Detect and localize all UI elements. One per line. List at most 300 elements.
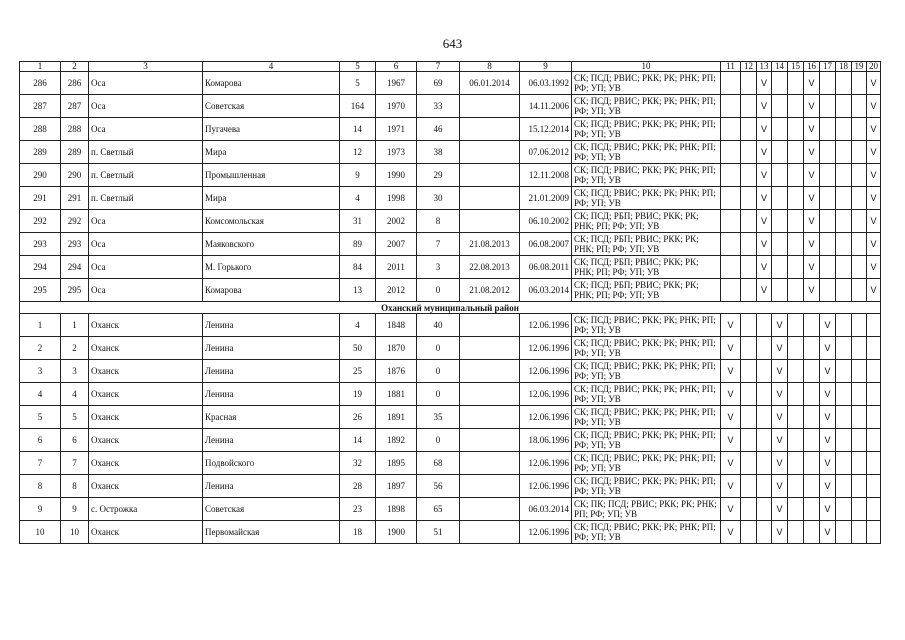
cell-mark-col12 xyxy=(741,475,757,498)
cell-mark-col13 xyxy=(757,360,772,383)
cell-wear: 56 xyxy=(417,475,460,498)
cell-mark-col18 xyxy=(836,498,852,521)
cell-mark-col20: V xyxy=(867,210,881,233)
cell-date8 xyxy=(460,383,520,406)
cell-mark-col12 xyxy=(741,118,757,141)
column-header: 4 xyxy=(203,62,340,72)
cell-mark-col12 xyxy=(741,452,757,475)
cell-mark-col15 xyxy=(788,210,804,233)
cell-date8 xyxy=(460,95,520,118)
cell-mark-col12 xyxy=(741,314,757,337)
cell-settlement: Оханск xyxy=(89,383,203,406)
cell-wear: 0 xyxy=(417,429,460,452)
cell-house: 5 xyxy=(340,72,376,95)
cell-n2: 288 xyxy=(61,118,89,141)
cell-mark-col17 xyxy=(820,210,836,233)
cell-mark-col14: V xyxy=(772,429,788,452)
cell-mark-col14: V xyxy=(772,406,788,429)
cell-mark-col12 xyxy=(741,279,757,302)
cell-mark-col16: V xyxy=(804,233,820,256)
cell-mark-col17 xyxy=(820,233,836,256)
cell-mark-col15 xyxy=(788,498,804,521)
cell-mark-col20 xyxy=(867,406,881,429)
cell-mark-col20 xyxy=(867,475,881,498)
cell-n2: 1 xyxy=(61,314,89,337)
cell-wear: 40 xyxy=(417,314,460,337)
cell-works: СК; ПСД; РВИС; РКК; РК; РНК; РП; РФ; УП; УВ xyxy=(572,337,721,360)
cell-works: СК; ПСД; РВИС; РКК; РК; РНК; РП; РФ; УП; УВ xyxy=(572,406,721,429)
section-row xyxy=(20,302,881,314)
cell-mark-col15 xyxy=(788,233,804,256)
cell-mark-col15 xyxy=(788,406,804,429)
cell-street: Комарова xyxy=(203,279,340,302)
cell-mark-col20 xyxy=(867,314,881,337)
cell-mark-col15 xyxy=(788,314,804,337)
cell-year: 2011 xyxy=(376,256,417,279)
cell-mark-col13: V xyxy=(757,141,772,164)
cell-house: 50 xyxy=(340,337,376,360)
cell-n2: 9 xyxy=(61,498,89,521)
cell-date9: 06.10.2002 xyxy=(520,210,572,233)
cell-mark-col16 xyxy=(804,429,820,452)
cell-year: 1898 xyxy=(376,498,417,521)
cell-mark-col14 xyxy=(772,164,788,187)
cell-date9: 12.06.1996 xyxy=(520,452,572,475)
table-row xyxy=(20,383,881,406)
cell-date9: 06.03.2014 xyxy=(520,279,572,302)
cell-mark-col19 xyxy=(852,210,867,233)
cell-house: 14 xyxy=(340,429,376,452)
cell-year: 1967 xyxy=(376,72,417,95)
cell-mark-col16 xyxy=(804,360,820,383)
cell-n1: 294 xyxy=(20,256,61,279)
cell-settlement: Оса xyxy=(89,210,203,233)
cell-street: Пугачева xyxy=(203,118,340,141)
cell-mark-col11 xyxy=(721,72,741,95)
cell-mark-col20: V xyxy=(867,233,881,256)
column-header: 14 xyxy=(772,62,788,72)
cell-mark-col12 xyxy=(741,429,757,452)
cell-date9: 06.08.2007 xyxy=(520,233,572,256)
cell-works: СК; ПСД; РВИС; РКК; РК; РНК; РП; РФ; УП; УВ xyxy=(572,72,721,95)
cell-mark-col20 xyxy=(867,498,881,521)
cell-date9: 18.06.1996 xyxy=(520,429,572,452)
cell-year: 1897 xyxy=(376,475,417,498)
cell-mark-col13 xyxy=(757,452,772,475)
cell-mark-col12 xyxy=(741,141,757,164)
cell-mark-col19 xyxy=(852,360,867,383)
cell-mark-col20: V xyxy=(867,118,881,141)
cell-n2: 294 xyxy=(61,256,89,279)
cell-n1: 292 xyxy=(20,210,61,233)
register-table xyxy=(19,61,881,544)
cell-mark-col16: V xyxy=(804,118,820,141)
cell-mark-col17: V xyxy=(820,498,836,521)
cell-street: Комсомольская xyxy=(203,210,340,233)
cell-year: 1971 xyxy=(376,118,417,141)
cell-settlement: Оханск xyxy=(89,452,203,475)
cell-house: 28 xyxy=(340,475,376,498)
cell-mark-col17: V xyxy=(820,406,836,429)
cell-mark-col19 xyxy=(852,314,867,337)
cell-n2: 292 xyxy=(61,210,89,233)
cell-wear: 35 xyxy=(417,406,460,429)
cell-mark-col13: V xyxy=(757,95,772,118)
cell-works: СК; ПСД; РВИС; РКК; РК; РНК; РП; РФ; УП; УВ xyxy=(572,383,721,406)
cell-mark-col19 xyxy=(852,187,867,210)
cell-date8 xyxy=(460,521,520,544)
cell-mark-col20: V xyxy=(867,72,881,95)
cell-mark-col11 xyxy=(721,279,741,302)
cell-date9: 12.06.1996 xyxy=(520,314,572,337)
cell-works: СК; ПСД; РВИС; РКК; РК; РНК; РП; РФ; УП; УВ xyxy=(572,187,721,210)
cell-date8 xyxy=(460,164,520,187)
cell-year: 1973 xyxy=(376,141,417,164)
cell-n1: 287 xyxy=(20,95,61,118)
cell-mark-col17: V xyxy=(820,452,836,475)
cell-mark-col18 xyxy=(836,95,852,118)
cell-mark-col18 xyxy=(836,475,852,498)
cell-date8 xyxy=(460,475,520,498)
table-body xyxy=(20,62,881,544)
cell-mark-col19 xyxy=(852,164,867,187)
cell-works: СК; ПСД; РБП; РВИС; РКК; РК; РНК; РП; РФ; УП; УВ xyxy=(572,210,721,233)
cell-mark-col15 xyxy=(788,164,804,187)
cell-settlement: Оханск xyxy=(89,314,203,337)
cell-n2: 5 xyxy=(61,406,89,429)
cell-date8 xyxy=(460,141,520,164)
cell-mark-col18 xyxy=(836,164,852,187)
cell-mark-col18 xyxy=(836,233,852,256)
cell-date8 xyxy=(460,210,520,233)
cell-year: 1990 xyxy=(376,164,417,187)
cell-mark-col14 xyxy=(772,95,788,118)
cell-date9: 15.12.2014 xyxy=(520,118,572,141)
cell-mark-col12 xyxy=(741,406,757,429)
cell-year: 1970 xyxy=(376,95,417,118)
cell-mark-col18 xyxy=(836,118,852,141)
cell-street: Мира xyxy=(203,187,340,210)
cell-n1: 290 xyxy=(20,164,61,187)
cell-mark-col20 xyxy=(867,452,881,475)
column-header: 19 xyxy=(852,62,867,72)
cell-wear: 8 xyxy=(417,210,460,233)
cell-mark-col19 xyxy=(852,383,867,406)
cell-mark-col12 xyxy=(741,187,757,210)
cell-wear: 38 xyxy=(417,141,460,164)
cell-street: Ленина xyxy=(203,475,340,498)
cell-mark-col11 xyxy=(721,233,741,256)
cell-n2: 7 xyxy=(61,452,89,475)
cell-mark-col18 xyxy=(836,360,852,383)
cell-mark-col11 xyxy=(721,256,741,279)
column-header: 7 xyxy=(417,62,460,72)
cell-mark-col18 xyxy=(836,521,852,544)
cell-year: 2012 xyxy=(376,279,417,302)
cell-mark-col20: V xyxy=(867,279,881,302)
cell-n2: 4 xyxy=(61,383,89,406)
cell-mark-col20: V xyxy=(867,256,881,279)
cell-street: Ленина xyxy=(203,337,340,360)
cell-works: СК; ПСД; РВИС; РКК; РК; РНК; РП; РФ; УП; УВ xyxy=(572,314,721,337)
cell-mark-col13: V xyxy=(757,72,772,95)
table-row xyxy=(20,452,881,475)
cell-n1: 6 xyxy=(20,429,61,452)
cell-mark-col16 xyxy=(804,406,820,429)
table-row xyxy=(20,210,881,233)
cell-mark-col15 xyxy=(788,95,804,118)
cell-n1: 1 xyxy=(20,314,61,337)
cell-mark-col17: V xyxy=(820,383,836,406)
cell-date8 xyxy=(460,337,520,360)
cell-wear: 0 xyxy=(417,383,460,406)
cell-mark-col12 xyxy=(741,233,757,256)
cell-mark-col13: V xyxy=(757,210,772,233)
cell-wear: 29 xyxy=(417,164,460,187)
cell-year: 1876 xyxy=(376,360,417,383)
cell-mark-col11: V xyxy=(721,337,741,360)
cell-mark-col14 xyxy=(772,72,788,95)
cell-mark-col19 xyxy=(852,429,867,452)
cell-mark-col18 xyxy=(836,337,852,360)
cell-n2: 291 xyxy=(61,187,89,210)
cell-n1: 3 xyxy=(20,360,61,383)
table-row xyxy=(20,164,881,187)
cell-works: СК; ПСД; РВИС; РКК; РК; РНК; РП; РФ; УП; УВ xyxy=(572,360,721,383)
cell-house: 32 xyxy=(340,452,376,475)
cell-date8 xyxy=(460,187,520,210)
cell-wear: 0 xyxy=(417,337,460,360)
column-header: 5 xyxy=(340,62,376,72)
cell-house: 18 xyxy=(340,521,376,544)
cell-date8 xyxy=(460,498,520,521)
cell-mark-col18 xyxy=(836,256,852,279)
column-header: 3 xyxy=(89,62,203,72)
cell-mark-col19 xyxy=(852,118,867,141)
cell-wear: 7 xyxy=(417,233,460,256)
cell-mark-col20: V xyxy=(867,95,881,118)
cell-settlement: Оханск xyxy=(89,406,203,429)
cell-mark-col17 xyxy=(820,95,836,118)
cell-mark-col12 xyxy=(741,521,757,544)
cell-mark-col11 xyxy=(721,210,741,233)
column-header: 11 xyxy=(721,62,741,72)
cell-works: СК; ПСД; РВИС; РКК; РК; РНК; РП; РФ; УП; УВ xyxy=(572,429,721,452)
cell-mark-col13: V xyxy=(757,187,772,210)
cell-street: Ленина xyxy=(203,314,340,337)
cell-mark-col20: V xyxy=(867,141,881,164)
cell-mark-col19 xyxy=(852,521,867,544)
cell-mark-col13 xyxy=(757,383,772,406)
cell-date8: 22.08.2013 xyxy=(460,256,520,279)
cell-year: 2002 xyxy=(376,210,417,233)
cell-mark-col19 xyxy=(852,256,867,279)
cell-mark-col16 xyxy=(804,498,820,521)
cell-mark-col19 xyxy=(852,233,867,256)
cell-mark-col11 xyxy=(721,141,741,164)
cell-mark-col11: V xyxy=(721,360,741,383)
cell-mark-col13: V xyxy=(757,256,772,279)
cell-street: Подвойского xyxy=(203,452,340,475)
cell-mark-col16: V xyxy=(804,187,820,210)
cell-mark-col19 xyxy=(852,337,867,360)
cell-mark-col17 xyxy=(820,279,836,302)
cell-mark-col14 xyxy=(772,141,788,164)
cell-mark-col18 xyxy=(836,429,852,452)
column-header: 18 xyxy=(836,62,852,72)
cell-settlement: с. Острожка xyxy=(89,498,203,521)
cell-mark-col12 xyxy=(741,337,757,360)
cell-mark-col15 xyxy=(788,475,804,498)
cell-mark-col11 xyxy=(721,118,741,141)
cell-works: СК; ПСД; РБП; РВИС; РКК; РК; РНК; РП; РФ; УП; УВ xyxy=(572,256,721,279)
cell-mark-col18 xyxy=(836,452,852,475)
table-row xyxy=(20,233,881,256)
cell-date8 xyxy=(460,360,520,383)
cell-mark-col19 xyxy=(852,141,867,164)
cell-mark-col15 xyxy=(788,256,804,279)
cell-mark-col20 xyxy=(867,429,881,452)
cell-date9: 06.03.1992 xyxy=(520,72,572,95)
cell-settlement: п. Светлый xyxy=(89,141,203,164)
column-header: 17 xyxy=(820,62,836,72)
cell-mark-col16 xyxy=(804,452,820,475)
cell-n1: 7 xyxy=(20,452,61,475)
cell-date8 xyxy=(460,314,520,337)
cell-wear: 30 xyxy=(417,187,460,210)
cell-settlement: Оханск xyxy=(89,429,203,452)
cell-mark-col15 xyxy=(788,337,804,360)
cell-mark-col12 xyxy=(741,360,757,383)
cell-settlement: Оса xyxy=(89,256,203,279)
cell-mark-col16: V xyxy=(804,141,820,164)
cell-works: СК; ПСД; РВИС; РКК; РК; РНК; РП; РФ; УП; УВ xyxy=(572,475,721,498)
cell-mark-col11: V xyxy=(721,383,741,406)
cell-mark-col16: V xyxy=(804,279,820,302)
cell-mark-col18 xyxy=(836,72,852,95)
cell-settlement: Оханск xyxy=(89,521,203,544)
cell-mark-col14: V xyxy=(772,475,788,498)
table-row xyxy=(20,337,881,360)
cell-n1: 4 xyxy=(20,383,61,406)
cell-date8 xyxy=(460,118,520,141)
cell-house: 89 xyxy=(340,233,376,256)
cell-works: СК; ПСД; РВИС; РКК; РК; РНК; РП; РФ; УП; УВ xyxy=(572,95,721,118)
cell-house: 26 xyxy=(340,406,376,429)
cell-mark-col17: V xyxy=(820,337,836,360)
cell-mark-col15 xyxy=(788,118,804,141)
table-row xyxy=(20,141,881,164)
cell-mark-col14 xyxy=(772,279,788,302)
table-row xyxy=(20,406,881,429)
cell-year: 1881 xyxy=(376,383,417,406)
cell-works: СК; ПСД; РБП; РВИС; РКК; РК; РНК; РП; РФ; УП; УВ xyxy=(572,233,721,256)
cell-mark-col14: V xyxy=(772,521,788,544)
cell-date9: 07.06.2012 xyxy=(520,141,572,164)
cell-mark-col14 xyxy=(772,118,788,141)
cell-date9: 12.06.1996 xyxy=(520,521,572,544)
cell-house: 13 xyxy=(340,279,376,302)
cell-wear: 69 xyxy=(417,72,460,95)
cell-mark-col16: V xyxy=(804,164,820,187)
cell-n1: 2 xyxy=(20,337,61,360)
cell-mark-col12 xyxy=(741,498,757,521)
cell-wear: 65 xyxy=(417,498,460,521)
cell-mark-col11 xyxy=(721,95,741,118)
cell-n1: 288 xyxy=(20,118,61,141)
cell-house: 12 xyxy=(340,141,376,164)
cell-mark-col12 xyxy=(741,72,757,95)
header-row xyxy=(20,62,881,72)
cell-date8 xyxy=(460,406,520,429)
cell-mark-col15 xyxy=(788,72,804,95)
cell-mark-col20 xyxy=(867,521,881,544)
cell-mark-col14 xyxy=(772,233,788,256)
cell-mark-col14 xyxy=(772,256,788,279)
cell-mark-col15 xyxy=(788,429,804,452)
cell-mark-col14: V xyxy=(772,498,788,521)
cell-date8 xyxy=(460,429,520,452)
cell-house: 164 xyxy=(340,95,376,118)
cell-n2: 10 xyxy=(61,521,89,544)
cell-n2: 286 xyxy=(61,72,89,95)
column-header: 9 xyxy=(520,62,572,72)
cell-mark-col19 xyxy=(852,95,867,118)
cell-street: Советская xyxy=(203,498,340,521)
cell-mark-col15 xyxy=(788,383,804,406)
cell-mark-col15 xyxy=(788,279,804,302)
cell-mark-col17 xyxy=(820,141,836,164)
cell-house: 84 xyxy=(340,256,376,279)
cell-date8 xyxy=(460,452,520,475)
cell-mark-col16 xyxy=(804,314,820,337)
cell-settlement: п. Светлый xyxy=(89,187,203,210)
cell-mark-col13 xyxy=(757,521,772,544)
cell-mark-col20 xyxy=(867,360,881,383)
cell-year: 1891 xyxy=(376,406,417,429)
cell-mark-col14: V xyxy=(772,383,788,406)
cell-street: Красная xyxy=(203,406,340,429)
cell-wear: 0 xyxy=(417,279,460,302)
cell-street: Ленина xyxy=(203,429,340,452)
cell-year: 2007 xyxy=(376,233,417,256)
cell-house: 31 xyxy=(340,210,376,233)
cell-mark-col16 xyxy=(804,475,820,498)
cell-date9: 12.06.1996 xyxy=(520,360,572,383)
cell-settlement: Оса xyxy=(89,72,203,95)
cell-works: СК; ПСД; РВИС; РКК; РК; РНК; РП; РФ; УП; УВ xyxy=(572,521,721,544)
cell-mark-col11: V xyxy=(721,429,741,452)
cell-year: 1892 xyxy=(376,429,417,452)
cell-mark-col17 xyxy=(820,72,836,95)
cell-mark-col14: V xyxy=(772,314,788,337)
cell-settlement: Оханск xyxy=(89,360,203,383)
cell-house: 4 xyxy=(340,314,376,337)
cell-mark-col19 xyxy=(852,498,867,521)
cell-wear: 0 xyxy=(417,360,460,383)
column-header: 13 xyxy=(757,62,772,72)
cell-year: 1870 xyxy=(376,337,417,360)
cell-date9: 12.06.1996 xyxy=(520,475,572,498)
cell-mark-col14: V xyxy=(772,452,788,475)
column-header: 15 xyxy=(788,62,804,72)
cell-works: СК; ПСД; РВИС; РКК; РК; РНК; РП; РФ; УП; УВ xyxy=(572,452,721,475)
cell-year: 1848 xyxy=(376,314,417,337)
cell-date9: 06.03.2014 xyxy=(520,498,572,521)
cell-n1: 10 xyxy=(20,521,61,544)
cell-mark-col14 xyxy=(772,187,788,210)
table-row xyxy=(20,360,881,383)
